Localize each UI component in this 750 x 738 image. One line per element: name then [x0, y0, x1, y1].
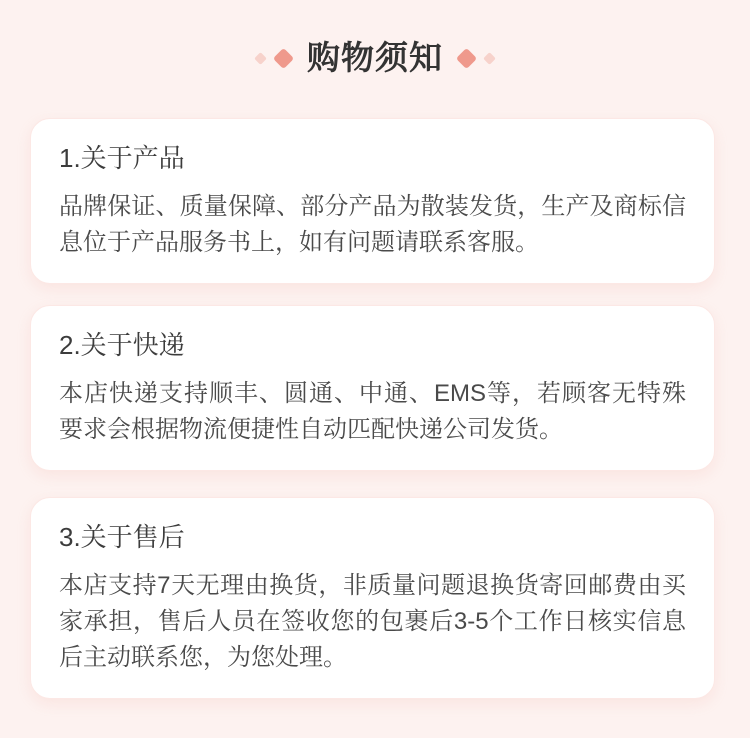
- notice-heading-aftersales: 3.关于售后: [59, 522, 185, 552]
- page-header: [0, 0, 750, 78]
- notice-body-shipping: 本店快递支持顺丰、圆通、中通、EMS等，若顾客无特殊要求会根据物流便捷性自动匹配快递公司发货。: [59, 380, 686, 443]
- page-title: 购物须知: [307, 39, 443, 76]
- notice-card-shipping: [30, 305, 715, 471]
- notice-heading-shipping: 2.关于快递: [59, 330, 185, 360]
- notice-body-product: 品牌保证、质量保障、部分产品为散装发货，生产及商标信息位于产品服务书上，如有问题请联系客服。: [59, 193, 686, 256]
- notice-body-aftersales: 本店支持7天无理由换货，非质量问题退换货寄回邮费由买家承担，售后人员在签收您的包裹后3-5个工作日核实信息后主动联系您，为您处理。: [59, 572, 686, 671]
- diamond-decoration-icon: [273, 47, 294, 68]
- diamond-decoration-icon: [456, 47, 477, 68]
- notice-heading-product: 1.关于产品: [59, 143, 185, 173]
- notice-card-aftersales: [30, 497, 715, 699]
- diamond-decoration-icon: [254, 52, 267, 65]
- notice-card-product: [30, 118, 715, 284]
- diamond-decoration-icon: [483, 52, 496, 65]
